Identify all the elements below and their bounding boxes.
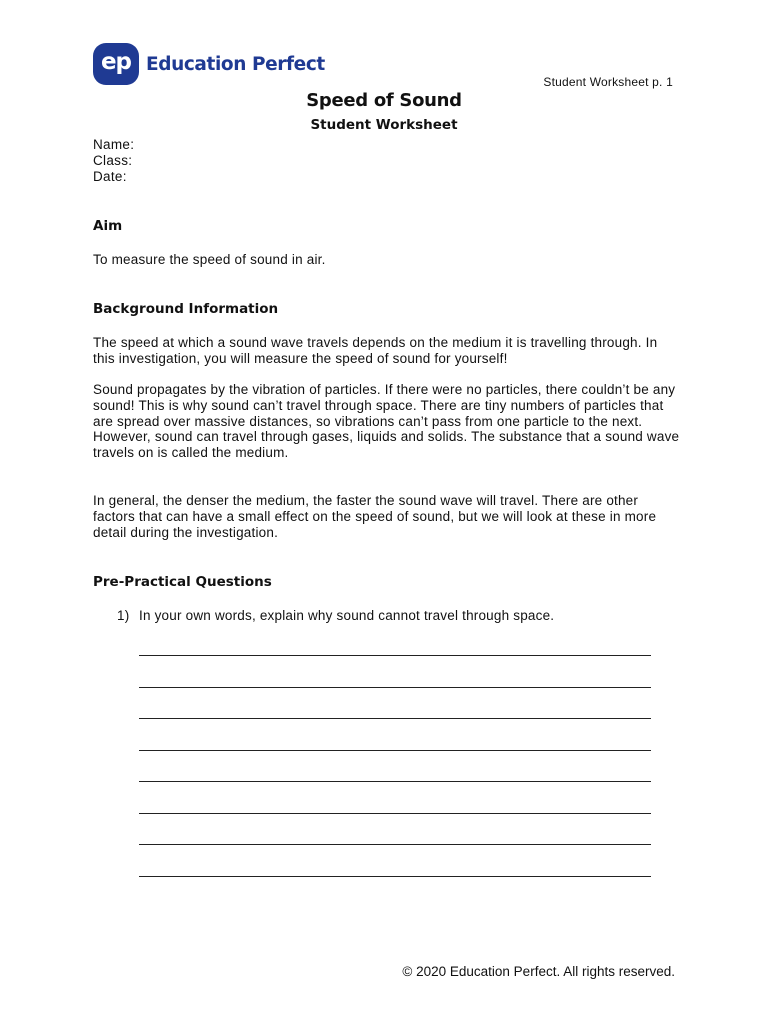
brand-name: Education Perfect [146, 53, 325, 75]
aim-text: To measure the speed of sound in air. [93, 252, 326, 267]
pre-practical-heading: Pre-Practical Questions [93, 574, 272, 590]
question-1 [117, 608, 554, 623]
answer-line[interactable] [139, 750, 651, 751]
class-field[interactable]: Class: [93, 153, 133, 168]
background-heading: Background Information [93, 301, 279, 317]
answer-line[interactable] [139, 718, 651, 719]
page-subtitle: Student Worksheet [310, 117, 458, 133]
student-fields [93, 137, 134, 185]
background-paragraph-1: The speed at which a sound wave travels depends on the medium it is travelling through. In this investigation, you will measure the speed of sound for yourself! [93, 335, 658, 366]
copyright-footer: © 2020 Education Perfect. All rights reserved. [402, 964, 675, 979]
answer-line[interactable] [139, 687, 651, 688]
date-field[interactable]: Date: [93, 169, 127, 184]
aim-heading: Aim [93, 218, 123, 234]
page-label: Student Worksheet p. 1 [543, 75, 673, 89]
ep-logo-icon: ep [93, 43, 139, 85]
answer-line[interactable] [139, 844, 651, 845]
question-text: In your own words, explain why sound cannot travel through space. [139, 608, 555, 623]
answer-line[interactable] [139, 781, 651, 782]
page-title: Speed of Sound [306, 90, 462, 111]
background-paragraph-3: In general, the denser the medium, the faster the sound wave will travel. There are other factors that can have a small effect on the speed of sound, but we will look at these in more detail during the investigation. [93, 493, 657, 540]
answer-line[interactable] [139, 813, 651, 814]
question-number: 1) [117, 608, 130, 623]
answer-line[interactable] [139, 876, 651, 877]
answer-line[interactable] [139, 655, 651, 656]
name-field[interactable]: Name: [93, 137, 135, 152]
background-paragraph-2: Sound propagates by the vibration of particles. If there were no particles, there couldn’t be any sound! This is why sound can’t travel through space. There are tiny numbers of particles that are spread over massive distances, so vibrations can’t pass from one particle to the next. However, sound can travel through gases, liquids and solids. The substance that a sound wave travels on is called the medium. [93, 382, 680, 461]
brand-logo [93, 43, 325, 85]
